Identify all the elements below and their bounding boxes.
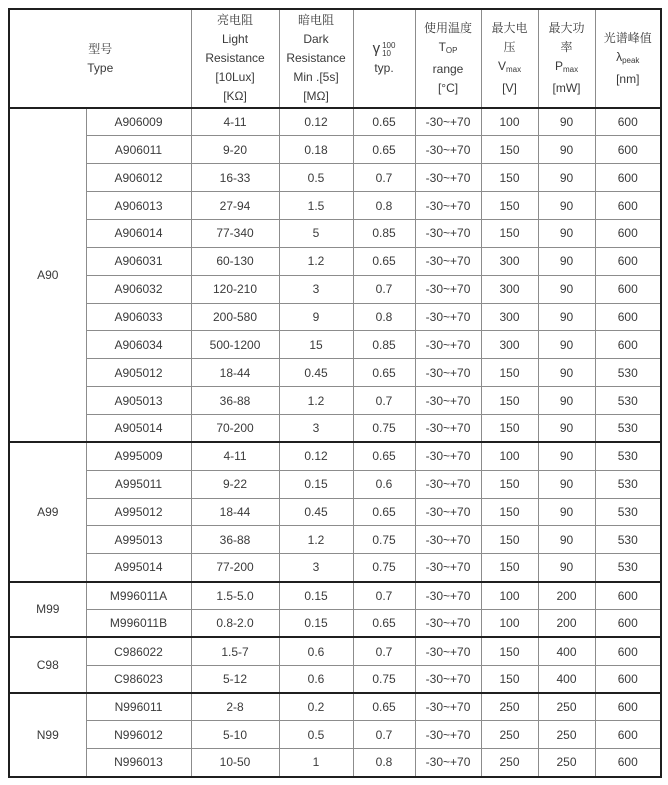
table-row xyxy=(9,108,661,136)
model-cell: A906034 xyxy=(86,331,191,359)
pmax-cell: 90 xyxy=(538,359,595,387)
gamma-cell: 0.75 xyxy=(353,554,415,582)
dark-resistance-cell: 0.6 xyxy=(279,665,353,693)
light-resistance-cell: 1.5-5.0 xyxy=(191,582,279,610)
pmax-cell: 90 xyxy=(538,136,595,164)
temp-range-cell: -30~+70 xyxy=(415,275,481,303)
model-cell: A905013 xyxy=(86,387,191,415)
model-cell: A995011 xyxy=(86,470,191,498)
model-cell: A995013 xyxy=(86,526,191,554)
vmax-cell: 100 xyxy=(481,442,538,470)
lambda-peak-cell: 600 xyxy=(595,136,661,164)
table-row xyxy=(9,275,661,303)
lambda-peak-cell: 600 xyxy=(595,275,661,303)
table-row xyxy=(9,219,661,247)
dark-resistance-cell: 3 xyxy=(279,275,353,303)
pmax-cell: 400 xyxy=(538,665,595,693)
table-row xyxy=(9,609,661,637)
temp-range-cell: -30~+70 xyxy=(415,665,481,693)
lambda-peak-cell: 530 xyxy=(595,526,661,554)
vmax-cell: 150 xyxy=(481,470,538,498)
temp-range-cell: -30~+70 xyxy=(415,498,481,526)
light-resistance-cell: 4-11 xyxy=(191,108,279,136)
table-row xyxy=(9,303,661,331)
header-dark-resistance: 暗电阻 Dark Resistance Min .[5s] [MΩ] xyxy=(279,9,353,108)
model-cell: A906013 xyxy=(86,192,191,220)
table-row xyxy=(9,498,661,526)
temp-range-cell: -30~+70 xyxy=(415,609,481,637)
vmax-cell: 300 xyxy=(481,303,538,331)
model-cell: A906033 xyxy=(86,303,191,331)
table-row xyxy=(9,749,661,777)
light-resistance-cell: 9-22 xyxy=(191,470,279,498)
model-cell: A906014 xyxy=(86,219,191,247)
model-cell: A906031 xyxy=(86,247,191,275)
temp-range-cell: -30~+70 xyxy=(415,331,481,359)
header-temp-range: 使用温度 $T_{OP}$ range [°C] xyxy=(415,9,481,108)
pmax-cell: 250 xyxy=(538,749,595,777)
dark-resistance-cell: 0.18 xyxy=(279,136,353,164)
lambda-peak-cell: 600 xyxy=(595,164,661,192)
lambda-peak-cell: 530 xyxy=(595,442,661,470)
lambda-peak-cell: 600 xyxy=(595,749,661,777)
dark-resistance-cell: 1.2 xyxy=(279,387,353,415)
pmax-cell: 90 xyxy=(538,470,595,498)
light-resistance-cell: 4-11 xyxy=(191,442,279,470)
gamma-cell: 0.8 xyxy=(353,192,415,220)
dark-resistance-cell: 9 xyxy=(279,303,353,331)
gamma-cell: 0.7 xyxy=(353,164,415,192)
group-cell: N99 xyxy=(9,693,86,777)
gamma-cell: 0.7 xyxy=(353,387,415,415)
dark-resistance-cell: 0.2 xyxy=(279,693,353,721)
light-resistance-cell: 200-580 xyxy=(191,303,279,331)
temp-range-cell: -30~+70 xyxy=(415,637,481,665)
model-cell: C986023 xyxy=(86,665,191,693)
pmax-cell: 90 xyxy=(538,247,595,275)
pmax-cell: 90 xyxy=(538,275,595,303)
vmax-cell: 100 xyxy=(481,609,538,637)
model-cell: A995012 xyxy=(86,498,191,526)
lambda-peak-cell: 600 xyxy=(595,693,661,721)
gamma-cell: 0.85 xyxy=(353,331,415,359)
gamma-symbol: γ xyxy=(372,40,381,57)
lambda-peak-cell: 600 xyxy=(595,247,661,275)
gamma-cell: 0.8 xyxy=(353,303,415,331)
temp-range-cell: -30~+70 xyxy=(415,526,481,554)
pmax-cell: 250 xyxy=(538,693,595,721)
lambda-peak-cell: 600 xyxy=(595,637,661,665)
temp-range-cell: -30~+70 xyxy=(415,136,481,164)
dark-resistance-cell: 3 xyxy=(279,554,353,582)
pmax-cell: 90 xyxy=(538,498,595,526)
vmax-cell: 300 xyxy=(481,247,538,275)
dark-resistance-cell: 0.45 xyxy=(279,359,353,387)
vmax-cell: 150 xyxy=(481,414,538,442)
table-row xyxy=(9,136,661,164)
gamma-cell: 0.75 xyxy=(353,414,415,442)
vmax-cell: 150 xyxy=(481,554,538,582)
light-resistance-cell: 10-50 xyxy=(191,749,279,777)
table-row xyxy=(9,164,661,192)
table-row xyxy=(9,693,661,721)
light-resistance-cell: 77-340 xyxy=(191,219,279,247)
pmax-cell: 200 xyxy=(538,609,595,637)
pmax-cell: 200 xyxy=(538,582,595,610)
pmax-cell: 90 xyxy=(538,331,595,359)
gamma-cell: 0.7 xyxy=(353,721,415,749)
dark-resistance-cell: 0.15 xyxy=(279,609,353,637)
table-row xyxy=(9,331,661,359)
temp-range-cell: -30~+70 xyxy=(415,303,481,331)
dark-resistance-cell: 0.6 xyxy=(279,637,353,665)
light-resistance-cell: 18-44 xyxy=(191,498,279,526)
pmax-cell: 90 xyxy=(538,219,595,247)
light-resistance-cell: 36-88 xyxy=(191,526,279,554)
gamma-cell: 0.7 xyxy=(353,582,415,610)
pmax-cell: 90 xyxy=(538,192,595,220)
light-resistance-cell: 5-12 xyxy=(191,665,279,693)
vmax-cell: 150 xyxy=(481,526,538,554)
pmax-cell: 90 xyxy=(538,387,595,415)
table-row xyxy=(9,665,661,693)
temp-range-cell: -30~+70 xyxy=(415,721,481,749)
dark-resistance-cell: 0.5 xyxy=(279,721,353,749)
vmax-cell: 150 xyxy=(481,192,538,220)
light-resistance-cell: 0.8-2.0 xyxy=(191,609,279,637)
pmax-cell: 90 xyxy=(538,108,595,136)
spec-table xyxy=(8,8,662,778)
table-row xyxy=(9,387,661,415)
temp-range-cell: -30~+70 xyxy=(415,219,481,247)
dark-resistance-cell: 0.15 xyxy=(279,470,353,498)
dark-resistance-cell: 1 xyxy=(279,749,353,777)
lambda-peak-cell: 600 xyxy=(595,219,661,247)
light-resistance-cell: 27-94 xyxy=(191,192,279,220)
lambda-peak-cell: 530 xyxy=(595,414,661,442)
gamma-cell: 0.65 xyxy=(353,247,415,275)
dark-resistance-cell: 0.45 xyxy=(279,498,353,526)
model-cell: N996013 xyxy=(86,749,191,777)
header-type-en: Type xyxy=(87,60,114,75)
gamma-cell: 0.7 xyxy=(353,637,415,665)
table-row xyxy=(9,554,661,582)
light-resistance-cell: 120-210 xyxy=(191,275,279,303)
dark-resistance-cell: 0.5 xyxy=(279,164,353,192)
vmax-cell: 150 xyxy=(481,637,538,665)
lambda-peak-cell: 600 xyxy=(595,665,661,693)
temp-range-cell: -30~+70 xyxy=(415,414,481,442)
temp-range-cell: -30~+70 xyxy=(415,164,481,192)
light-resistance-cell: 70-200 xyxy=(191,414,279,442)
light-resistance-cell: 9-20 xyxy=(191,136,279,164)
header-light-resistance: 亮电阻 Light Resistance [10Lux] [KΩ] xyxy=(191,9,279,108)
spec-table-header xyxy=(9,9,661,108)
pmax-cell: 90 xyxy=(538,554,595,582)
temp-range-cell: -30~+70 xyxy=(415,359,481,387)
lambda-peak-cell: 530 xyxy=(595,387,661,415)
gamma-cell: 0.85 xyxy=(353,219,415,247)
model-cell: C986022 xyxy=(86,637,191,665)
lambda-peak-cell: 600 xyxy=(595,192,661,220)
model-cell: A906032 xyxy=(86,275,191,303)
table-row xyxy=(9,192,661,220)
model-cell: A905012 xyxy=(86,359,191,387)
table-row xyxy=(9,470,661,498)
header-type xyxy=(9,9,191,108)
vmax-cell: 100 xyxy=(481,108,538,136)
dark-resistance-cell: 0.12 xyxy=(279,442,353,470)
temp-range-cell: -30~+70 xyxy=(415,582,481,610)
temp-range-cell: -30~+70 xyxy=(415,247,481,275)
header-pmax: 最大功 率 $P_{max}$ [mW] xyxy=(538,9,595,108)
lambda-peak-cell: 600 xyxy=(595,609,661,637)
table-row xyxy=(9,582,661,610)
gamma-cell: 0.65 xyxy=(353,609,415,637)
temp-range-cell: -30~+70 xyxy=(415,442,481,470)
light-resistance-cell: 36-88 xyxy=(191,387,279,415)
pmax-cell: 250 xyxy=(538,721,595,749)
light-resistance-cell: 16-33 xyxy=(191,164,279,192)
vmax-cell: 150 xyxy=(481,219,538,247)
vmax-cell: 250 xyxy=(481,749,538,777)
vmax-cell: 100 xyxy=(481,582,538,610)
table-row xyxy=(9,526,661,554)
gamma-cell: 0.65 xyxy=(353,359,415,387)
pmax-cell: 90 xyxy=(538,164,595,192)
dark-resistance-cell: 1.2 xyxy=(279,526,353,554)
spec-table-body xyxy=(9,108,661,777)
model-cell: N996011 xyxy=(86,693,191,721)
temp-range-cell: -30~+70 xyxy=(415,470,481,498)
model-cell: M996011A xyxy=(86,582,191,610)
model-cell: N996012 xyxy=(86,721,191,749)
dark-resistance-cell: 1.5 xyxy=(279,192,353,220)
group-cell: A90 xyxy=(9,108,86,442)
group-cell: A99 xyxy=(9,442,86,581)
pmax-cell: 90 xyxy=(538,442,595,470)
vmax-cell: 150 xyxy=(481,387,538,415)
temp-range-cell: -30~+70 xyxy=(415,554,481,582)
gamma-cell: 0.75 xyxy=(353,665,415,693)
model-cell: A995009 xyxy=(86,442,191,470)
gamma-cell: 0.65 xyxy=(353,498,415,526)
header-row xyxy=(9,9,661,108)
group-cell: M99 xyxy=(9,582,86,638)
light-resistance-cell: 2-8 xyxy=(191,693,279,721)
dark-resistance-cell: 15 xyxy=(279,331,353,359)
light-resistance-cell: 77-200 xyxy=(191,554,279,582)
vmax-cell: 150 xyxy=(481,136,538,164)
gamma-cell: 0.7 xyxy=(353,275,415,303)
vmax-cell: 150 xyxy=(481,164,538,192)
group-cell: C98 xyxy=(9,637,86,693)
temp-range-cell: -30~+70 xyxy=(415,192,481,220)
lambda-peak-cell: 530 xyxy=(595,498,661,526)
dark-resistance-cell: 0.15 xyxy=(279,582,353,610)
pmax-cell: 400 xyxy=(538,637,595,665)
light-resistance-cell: 5-10 xyxy=(191,721,279,749)
header-lambda-peak: 光谱峰值 $\lambda_{peak}$ [nm] xyxy=(595,9,661,108)
lambda-peak-cell: 600 xyxy=(595,108,661,136)
table-row xyxy=(9,247,661,275)
model-cell: M996011B xyxy=(86,609,191,637)
lambda-peak-cell: 600 xyxy=(595,331,661,359)
gamma-cell: 0.65 xyxy=(353,108,415,136)
header-gamma: γ 100 10 typ. xyxy=(353,9,415,108)
pmax-cell: 90 xyxy=(538,414,595,442)
gamma-cell: 0.8 xyxy=(353,749,415,777)
gamma-cell: 0.75 xyxy=(353,526,415,554)
model-cell: A905014 xyxy=(86,414,191,442)
vmax-cell: 250 xyxy=(481,721,538,749)
model-cell: A906011 xyxy=(86,136,191,164)
lambda-peak-cell: 600 xyxy=(595,721,661,749)
model-cell: A906009 xyxy=(86,108,191,136)
lambda-peak-cell: 530 xyxy=(595,359,661,387)
light-resistance-cell: 1.5-7 xyxy=(191,637,279,665)
temp-range-cell: -30~+70 xyxy=(415,749,481,777)
vmax-cell: 250 xyxy=(481,693,538,721)
table-row xyxy=(9,414,661,442)
dark-resistance-cell: 0.12 xyxy=(279,108,353,136)
gamma-cell: 0.6 xyxy=(353,470,415,498)
temp-range-cell: -30~+70 xyxy=(415,693,481,721)
vmax-cell: 300 xyxy=(481,275,538,303)
vmax-cell: 150 xyxy=(481,665,538,693)
dark-resistance-cell: 1.2 xyxy=(279,247,353,275)
lambda-peak-cell: 600 xyxy=(595,582,661,610)
dark-resistance-cell: 3 xyxy=(279,414,353,442)
light-resistance-cell: 18-44 xyxy=(191,359,279,387)
dark-resistance-cell: 5 xyxy=(279,219,353,247)
lambda-peak-cell: 530 xyxy=(595,470,661,498)
pmax-cell: 90 xyxy=(538,303,595,331)
table-row xyxy=(9,721,661,749)
header-vmax: 最大电 压 $V_{max}$ [V] xyxy=(481,9,538,108)
vmax-cell: 150 xyxy=(481,498,538,526)
temp-range-cell: -30~+70 xyxy=(415,387,481,415)
header-type-zh: 型号 xyxy=(88,41,113,56)
light-resistance-cell: 60-130 xyxy=(191,247,279,275)
table-row xyxy=(9,637,661,665)
pmax-cell: 90 xyxy=(538,526,595,554)
temp-range-cell: -30~+70 xyxy=(415,108,481,136)
lambda-peak-cell: 530 xyxy=(595,554,661,582)
light-resistance-cell: 500-1200 xyxy=(191,331,279,359)
vmax-cell: 150 xyxy=(481,359,538,387)
gamma-cell: 0.65 xyxy=(353,442,415,470)
table-row xyxy=(9,442,661,470)
table-row xyxy=(9,359,661,387)
lambda-peak-cell: 600 xyxy=(595,303,661,331)
model-cell: A995014 xyxy=(86,554,191,582)
vmax-cell: 300 xyxy=(481,331,538,359)
gamma-cell: 0.65 xyxy=(353,136,415,164)
model-cell: A906012 xyxy=(86,164,191,192)
gamma-cell: 0.65 xyxy=(353,693,415,721)
